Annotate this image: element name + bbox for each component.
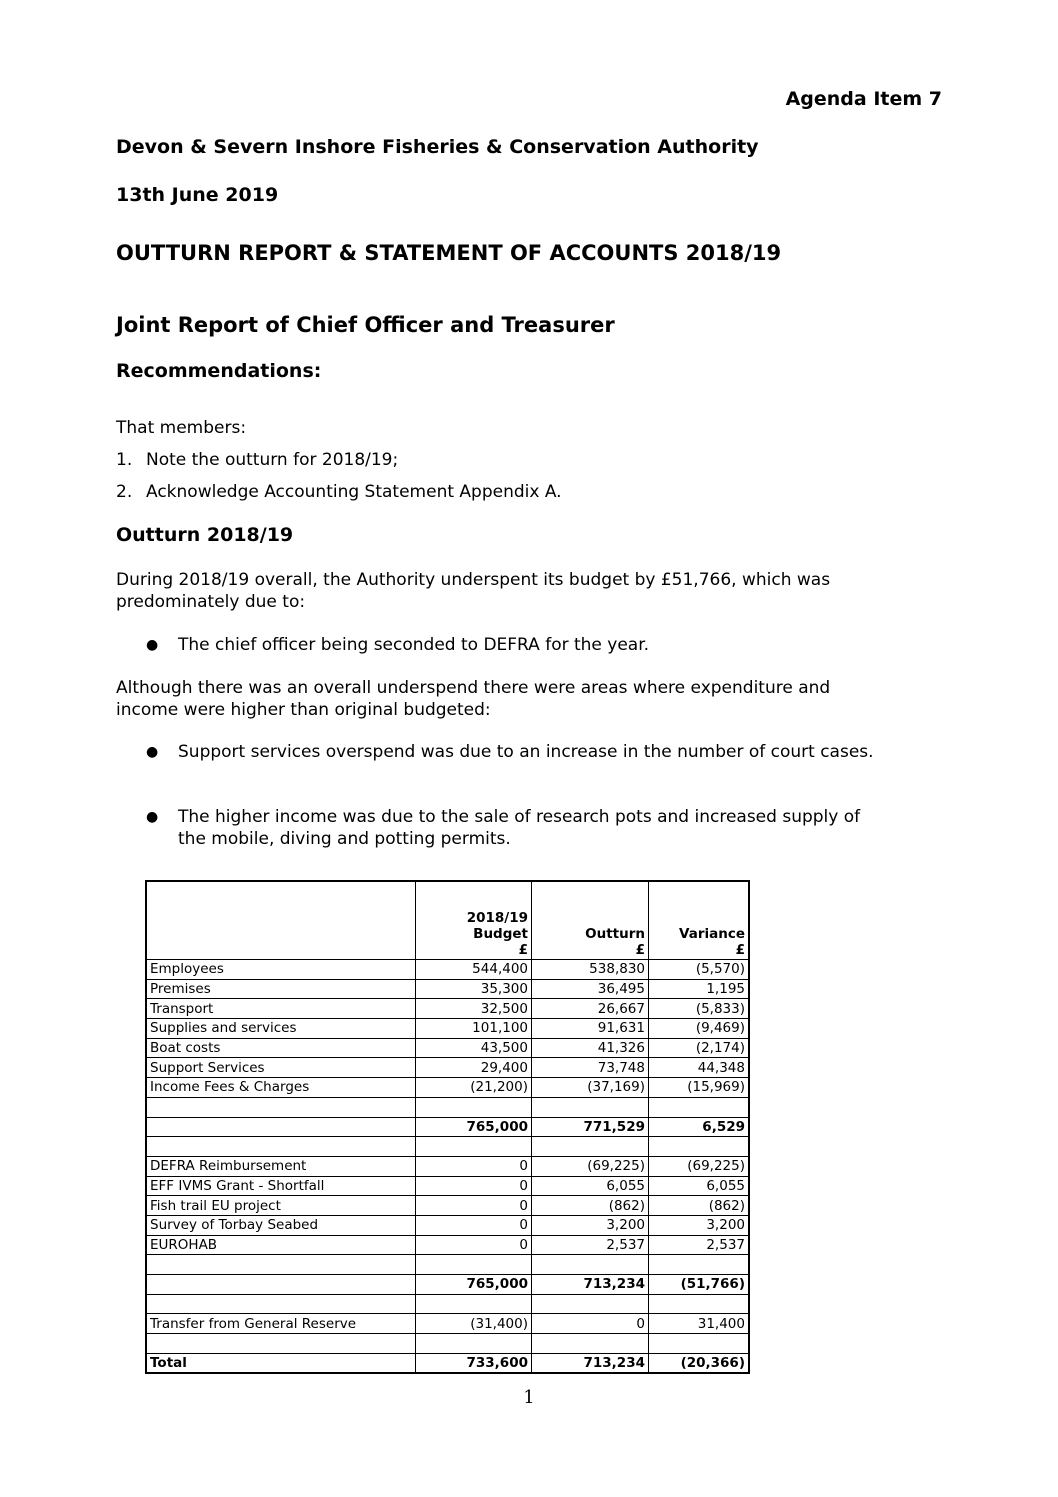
bullet-item [146,741,876,763]
budget-cell: 32,500 [416,999,532,1019]
table-header-row [146,881,749,960]
budget-header [416,881,532,960]
row-label [146,1255,416,1275]
members-intro: That members: [116,418,247,438]
table-row [146,1176,749,1196]
report-subtitle: Joint Report of Chief Officer and Treasurer [116,313,615,337]
budget-cell [416,1334,532,1354]
variance-cell: (9,469) [649,1019,750,1039]
variance-header-line: Variance [679,926,745,942]
row-label [146,1097,416,1117]
row-label: Fish trail EU project [146,1196,416,1216]
variance-header [649,881,750,960]
outturn-cell [532,1294,649,1314]
budget-cell [416,1097,532,1117]
recommendation-item [116,482,562,502]
variance-cell: (69,225) [649,1156,750,1176]
row-label [146,1275,416,1295]
outturn-cell: 41,326 [532,1038,649,1058]
bullet-text: The chief officer being seconded to DEFRA for the year. [178,635,650,655]
bullet-icon: ● [146,744,159,760]
variance-cell [649,1137,750,1157]
table-row [146,1038,749,1058]
variance-cell [649,1255,750,1275]
variance-cell: 31,400 [649,1314,750,1334]
table-row [146,1275,749,1295]
budget-cell: 0 [416,1176,532,1196]
bullet-icon: ● [146,637,159,653]
budget-cell [416,1255,532,1275]
row-label: Employees [146,960,416,980]
variance-cell [649,1097,750,1117]
variance-cell: (15,969) [649,1078,750,1098]
table-row [146,960,749,980]
budget-cell: 0 [416,1235,532,1255]
outturn-cell: 73,748 [532,1058,649,1078]
budget-cell: (31,400) [416,1314,532,1334]
variance-cell: 6,055 [649,1176,750,1196]
outturn-cell: 26,667 [532,999,649,1019]
recommendation-number: 2. [116,482,133,502]
outturn-header-line: £ [635,942,645,958]
organisation-name: Devon & Severn Inshore Fisheries & Conservation Authority [116,136,759,158]
table-row [146,1137,749,1157]
table-row [146,1117,749,1137]
budget-cell: 0 [416,1215,532,1235]
meeting-date: 13th June 2019 [116,184,279,206]
budget-cell: 35,300 [416,979,532,999]
variance-cell: (2,174) [649,1038,750,1058]
outturn-header-line: Outturn [585,926,645,942]
table-row [146,1078,749,1098]
variance-cell: (5,833) [649,999,750,1019]
table-row [146,1019,749,1039]
row-label: DEFRA Reimbursement [146,1156,416,1176]
row-label: Income Fees & Charges [146,1078,416,1098]
outturn-cell [532,1097,649,1117]
outturn-paragraph: During 2018/19 overall, the Authority underspent its budget by £51,766, which was predominately due to: [116,570,831,612]
report-title: OUTTURN REPORT & STATEMENT OF ACCOUNTS 2018/19 [116,241,782,265]
budget-cell: 733,600 [416,1353,532,1373]
table-row [146,1314,749,1334]
outturn-heading: Outturn 2018/19 [116,524,294,546]
outturn-cell: (37,169) [532,1078,649,1098]
row-label: EUROHAB [146,1235,416,1255]
accounts-table [145,880,750,1374]
row-label [146,1294,416,1314]
table-row [146,999,749,1019]
variance-cell: (862) [649,1196,750,1216]
variance-cell: 2,537 [649,1235,750,1255]
variance-cell [649,1294,750,1314]
label-header [146,881,416,960]
budget-header-line: £ [518,942,528,958]
outturn-cell: 0 [532,1314,649,1334]
bullet-item [146,634,876,656]
outturn-cell: (69,225) [532,1156,649,1176]
table-row [146,1255,749,1275]
variance-cell: 44,348 [649,1058,750,1078]
row-label: Support Services [146,1058,416,1078]
variance-cell [649,1334,750,1354]
row-label: Boat costs [146,1038,416,1058]
budget-cell: 0 [416,1196,532,1216]
table-row [146,1196,749,1216]
table-row [146,979,749,999]
bullet-text: Support services overspend was due to an increase in the number of court cases. [178,742,874,762]
outturn-cell: 6,055 [532,1176,649,1196]
outturn-cell: (862) [532,1196,649,1216]
budget-header-line: Budget [473,926,528,942]
outturn-cell: 713,234 [532,1353,649,1373]
table-row [146,1058,749,1078]
variance-cell: 3,200 [649,1215,750,1235]
outturn-header [532,881,649,960]
budget-cell: 43,500 [416,1038,532,1058]
budget-cell [416,1137,532,1157]
row-label [146,1117,416,1137]
bullet-item [146,806,876,850]
table-row [146,1294,749,1314]
overspend-paragraph: Although there was an overall underspend there were areas where expenditure and income were higher than original budgeted: [116,678,831,720]
page-number: 1 [523,1387,535,1408]
agenda-item: Agenda Item 7 [785,88,942,110]
outturn-cell [532,1255,649,1275]
table-row [146,1334,749,1354]
budget-cell: 29,400 [416,1058,532,1078]
outturn-cell: 91,631 [532,1019,649,1039]
variance-cell: 6,529 [649,1117,750,1137]
recommendation-item [116,450,398,470]
outturn-cell: 36,495 [532,979,649,999]
outturn-cell: 771,529 [532,1117,649,1137]
outturn-cell: 713,234 [532,1275,649,1295]
row-label: EFF IVMS Grant - Shortfall [146,1176,416,1196]
table-row [146,1156,749,1176]
table-row [146,1235,749,1255]
budget-cell: 765,000 [416,1275,532,1295]
variance-cell: (5,570) [649,960,750,980]
outturn-cell [532,1334,649,1354]
recommendations-heading: Recommendations: [116,360,322,382]
row-label: Premises [146,979,416,999]
bullet-text: The higher income was due to the sale of research pots and increased supply of the mobile, diving and potting permits. [178,807,861,849]
outturn-cell: 2,537 [532,1235,649,1255]
bullet-icon: ● [146,809,159,825]
variance-cell: 1,195 [649,979,750,999]
table-row [146,1097,749,1117]
budget-cell: 765,000 [416,1117,532,1137]
budget-cell: (21,200) [416,1078,532,1098]
variance-cell: (20,366) [649,1353,750,1373]
budget-cell: 544,400 [416,960,532,980]
variance-cell: (51,766) [649,1275,750,1295]
budget-header-line: 2018/19 [466,910,528,926]
row-label: Transport [146,999,416,1019]
row-label: Total [146,1353,416,1373]
budget-cell: 101,100 [416,1019,532,1039]
row-label [146,1334,416,1354]
budget-cell: 0 [416,1156,532,1176]
table-row [146,1353,749,1373]
variance-header-line: £ [735,942,745,958]
recommendation-text: Acknowledge Accounting Statement Appendix A. [146,482,562,502]
row-label [146,1137,416,1157]
budget-cell [416,1294,532,1314]
row-label: Survey of Torbay Seabed [146,1215,416,1235]
outturn-cell [532,1137,649,1157]
outturn-cell: 3,200 [532,1215,649,1235]
outturn-cell: 538,830 [532,960,649,980]
row-label: Transfer from General Reserve [146,1314,416,1334]
recommendation-text: Note the outturn for 2018/19; [146,450,399,470]
recommendation-number: 1. [116,450,133,470]
table-row [146,1215,749,1235]
row-label: Supplies and services [146,1019,416,1039]
